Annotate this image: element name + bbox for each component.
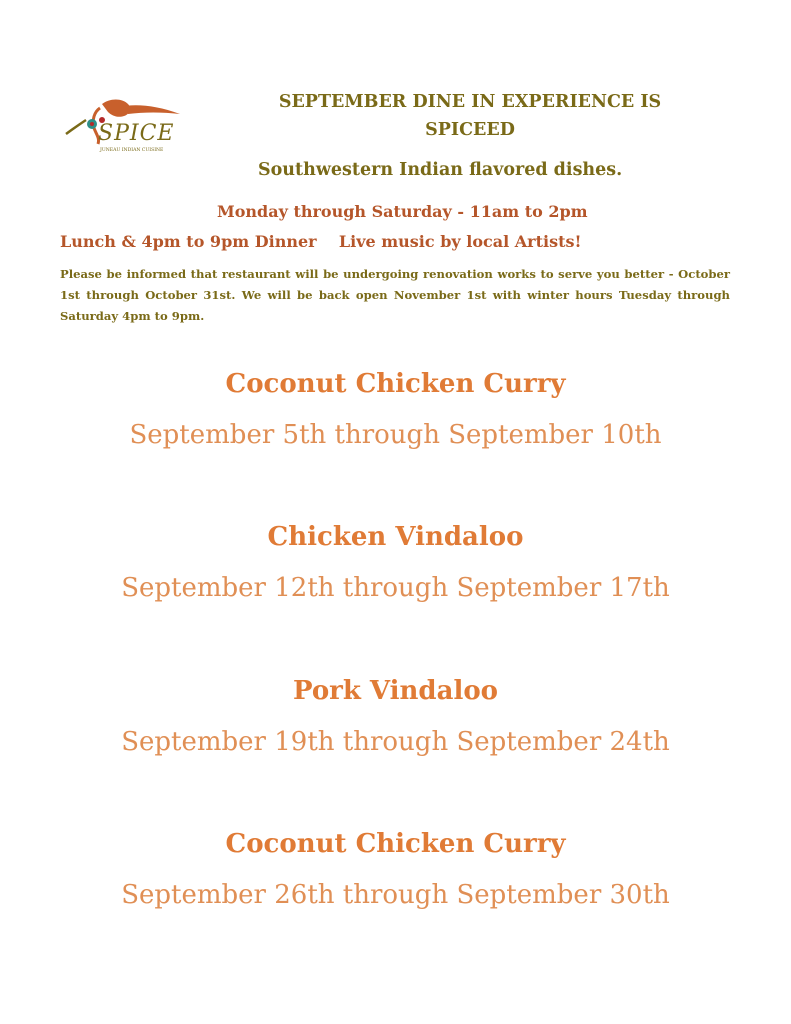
special-dish-4: Coconut Chicken Curry xyxy=(225,829,566,859)
special-dish-2: Chicken Vindaloo xyxy=(267,522,524,552)
renovation-notice: Please be informed that restaurant will be undergoing renovation works to serve you better - October 1st through October 31st. We will be back open November 1st with winter hours Tuesday through Saturday 4pm to 9pm. xyxy=(60,267,730,323)
special-dates-3: September 19th through September 24th xyxy=(121,727,670,757)
logo-wordmark: SPICE xyxy=(98,121,175,146)
special-dates-4: September 26th through September 30th xyxy=(121,880,670,910)
special-dish-1: Coconut Chicken Curry xyxy=(225,369,566,399)
page-subtitle: Southwestern Indian flavored dishes. xyxy=(258,160,623,180)
spice-logo xyxy=(58,94,188,156)
special-dish-3: Pork Vindaloo xyxy=(292,676,499,706)
page-title xyxy=(225,88,715,144)
hours-line-1: Monday through Saturday - 11am to 2pm xyxy=(217,202,588,221)
hours-line-2: Lunch & 4pm to 9pm Dinner Live music by local Artists! xyxy=(60,232,582,251)
logo-tagline: JUNEAU INDIAN CUISINE xyxy=(100,148,164,153)
page-title-line2: SPICEED xyxy=(425,120,515,140)
special-dates-1: September 5th through September 10th xyxy=(129,420,662,450)
page-title-line1: SEPTEMBER DINE IN EXPERIENCE IS xyxy=(278,92,662,112)
special-dates-2: September 12th through September 17th xyxy=(121,573,670,603)
